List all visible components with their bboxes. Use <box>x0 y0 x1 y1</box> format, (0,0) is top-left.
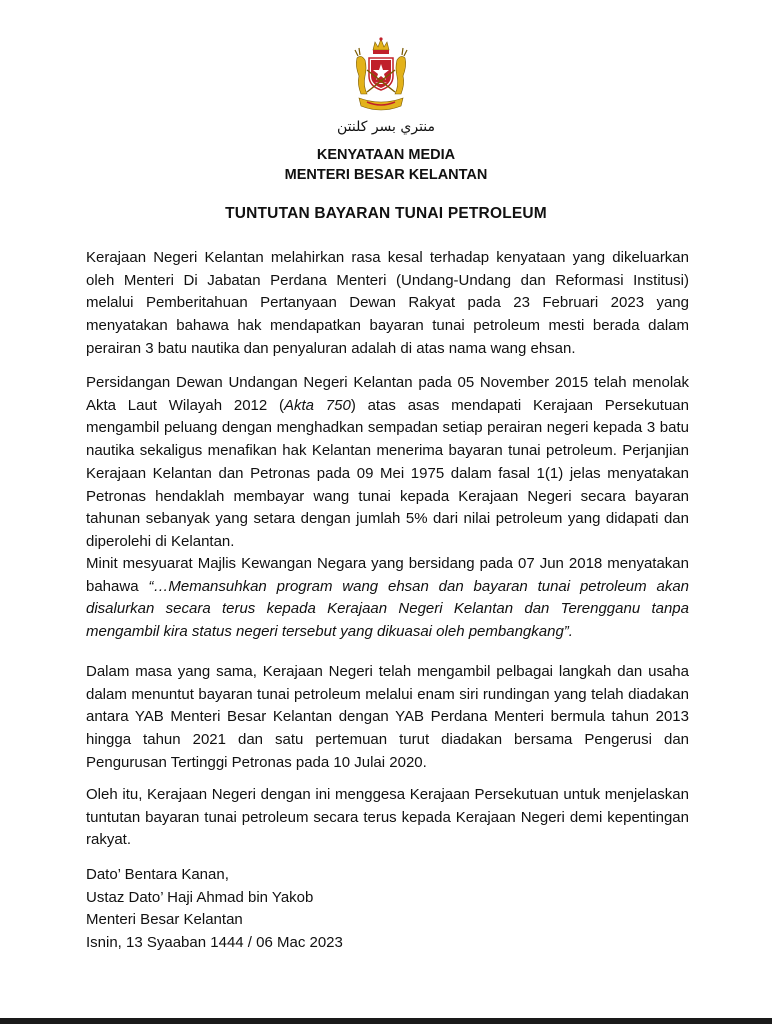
paragraph-2-italic-act: Akta 750 <box>284 396 351 414</box>
paragraph-5-text: Oleh itu, Kerajaan Negeri dengan ini menggesa Kerajaan Persekutuan untuk menjelaskan tuntutan bayaran tunai petroleum secara terus kepada Kerajaan Negeri demi kepentingan rakyat. <box>86 786 689 849</box>
header-office-name: MENTERI BESAR KELANTAN <box>284 167 488 183</box>
paragraph-4 <box>86 661 689 775</box>
paragraph-1 <box>86 247 689 361</box>
paragraph-3-text-a: Minit mesyuarat Majlis Kewangan Negara yang bersidang pada 07 Jun 2018 menyatakan bahawa <box>86 555 689 595</box>
document-title: TUNTUTAN BAYARAN TUNAI PETROLEUM <box>225 205 547 222</box>
signature-name: Ustaz Dato’ Haji Ahmad bin Yakob <box>86 888 314 906</box>
kelantan-crest-emblem <box>349 36 413 116</box>
bottom-edge-bar <box>0 1018 772 1024</box>
paragraph-2-text-b: ) atas asas mendapati Kerajaan Persekutuan mengambil peluang dengan menghadkan sempadan setiap perairan negeri kepada 3 batu nautika sekaligus menafikan hak Kelantan menerima bayaran tunai petroleum. Perjanjian Kerajaan Kelantan dan Petronas pada 09 Mei 1975 dalam fasal 1(1) jelas menyatakan Petronas hendaklah membayar wang tunai kepada Kerajaan Negeri secara bayaran tahunan sebanyak yang setara dengan jumlah 5% dari nilai petroleum yang didapati dan diperolehi di Kelantan. <box>86 396 689 550</box>
signature-date: Isnin, 13 Syaaban 1444 / 06 Mac 2023 <box>86 934 343 952</box>
header-media-statement: KENYATAAN MEDIA <box>316 147 456 163</box>
signature-position: Menteri Besar Kelantan <box>86 911 243 929</box>
paragraph-2 <box>86 372 689 554</box>
paragraph-3-italic-quote: “…Memansuhkan program wang ehsan dan bayaran tunai petroleum akan disalurkan secara terus kepada Kerajaan Negeri Kelantan dan Terengganu tanpa mengambil kira status negeri tersebut yang dikuasai oleh pembangkang”. <box>86 577 690 641</box>
paragraph-5 <box>86 784 689 852</box>
signature-title: Dato’ Bentara Kanan, <box>86 866 229 883</box>
jawi-office-title: منتري بسر كلنتن <box>336 119 436 135</box>
paragraph-1-text: Kerajaan Negeri Kelantan melahirkan rasa kesal terhadap kenyataan yang dikeluarkan oleh Menteri Di Jabatan Perdana Menteri (Undang-Undang dan Reformasi Institusi) melalui Pemberitahuan Pertanyaan Dewan Rakyat pada 23 Februari 2023 yang menyatakan bahawa hak mendapatkan bayaran tunai petroleum mesti berada dalam perairan 3 batu nautika dan penyaluran adalah di atas nama wang ehsan. <box>86 249 689 357</box>
paragraph-2-text-a: Persidangan Dewan Undangan Negeri Kelantan pada 05 November 2015 telah menolak Akta Laut Wilayah 2012 ( <box>86 374 689 414</box>
paragraph-4-text: Dalam masa yang sama, Kerajaan Negeri telah mengambil pelbagai langkah dan usaha dalam menuntut bayaran tunai petroleum melalui enam siri rundingan yang telah diadakan antara YAB Menteri Besar Kelantan dengan YAB Perdana Menteri bermula tahun 2013 hingga tahun 2021 dan satu pertemuan turut diadakan bersama Pengerusi dan Pengurusan Tertinggi Petronas pada 10 Julai 2020. <box>86 663 689 771</box>
signature-block <box>86 864 343 955</box>
paragraph-3 <box>86 553 689 644</box>
